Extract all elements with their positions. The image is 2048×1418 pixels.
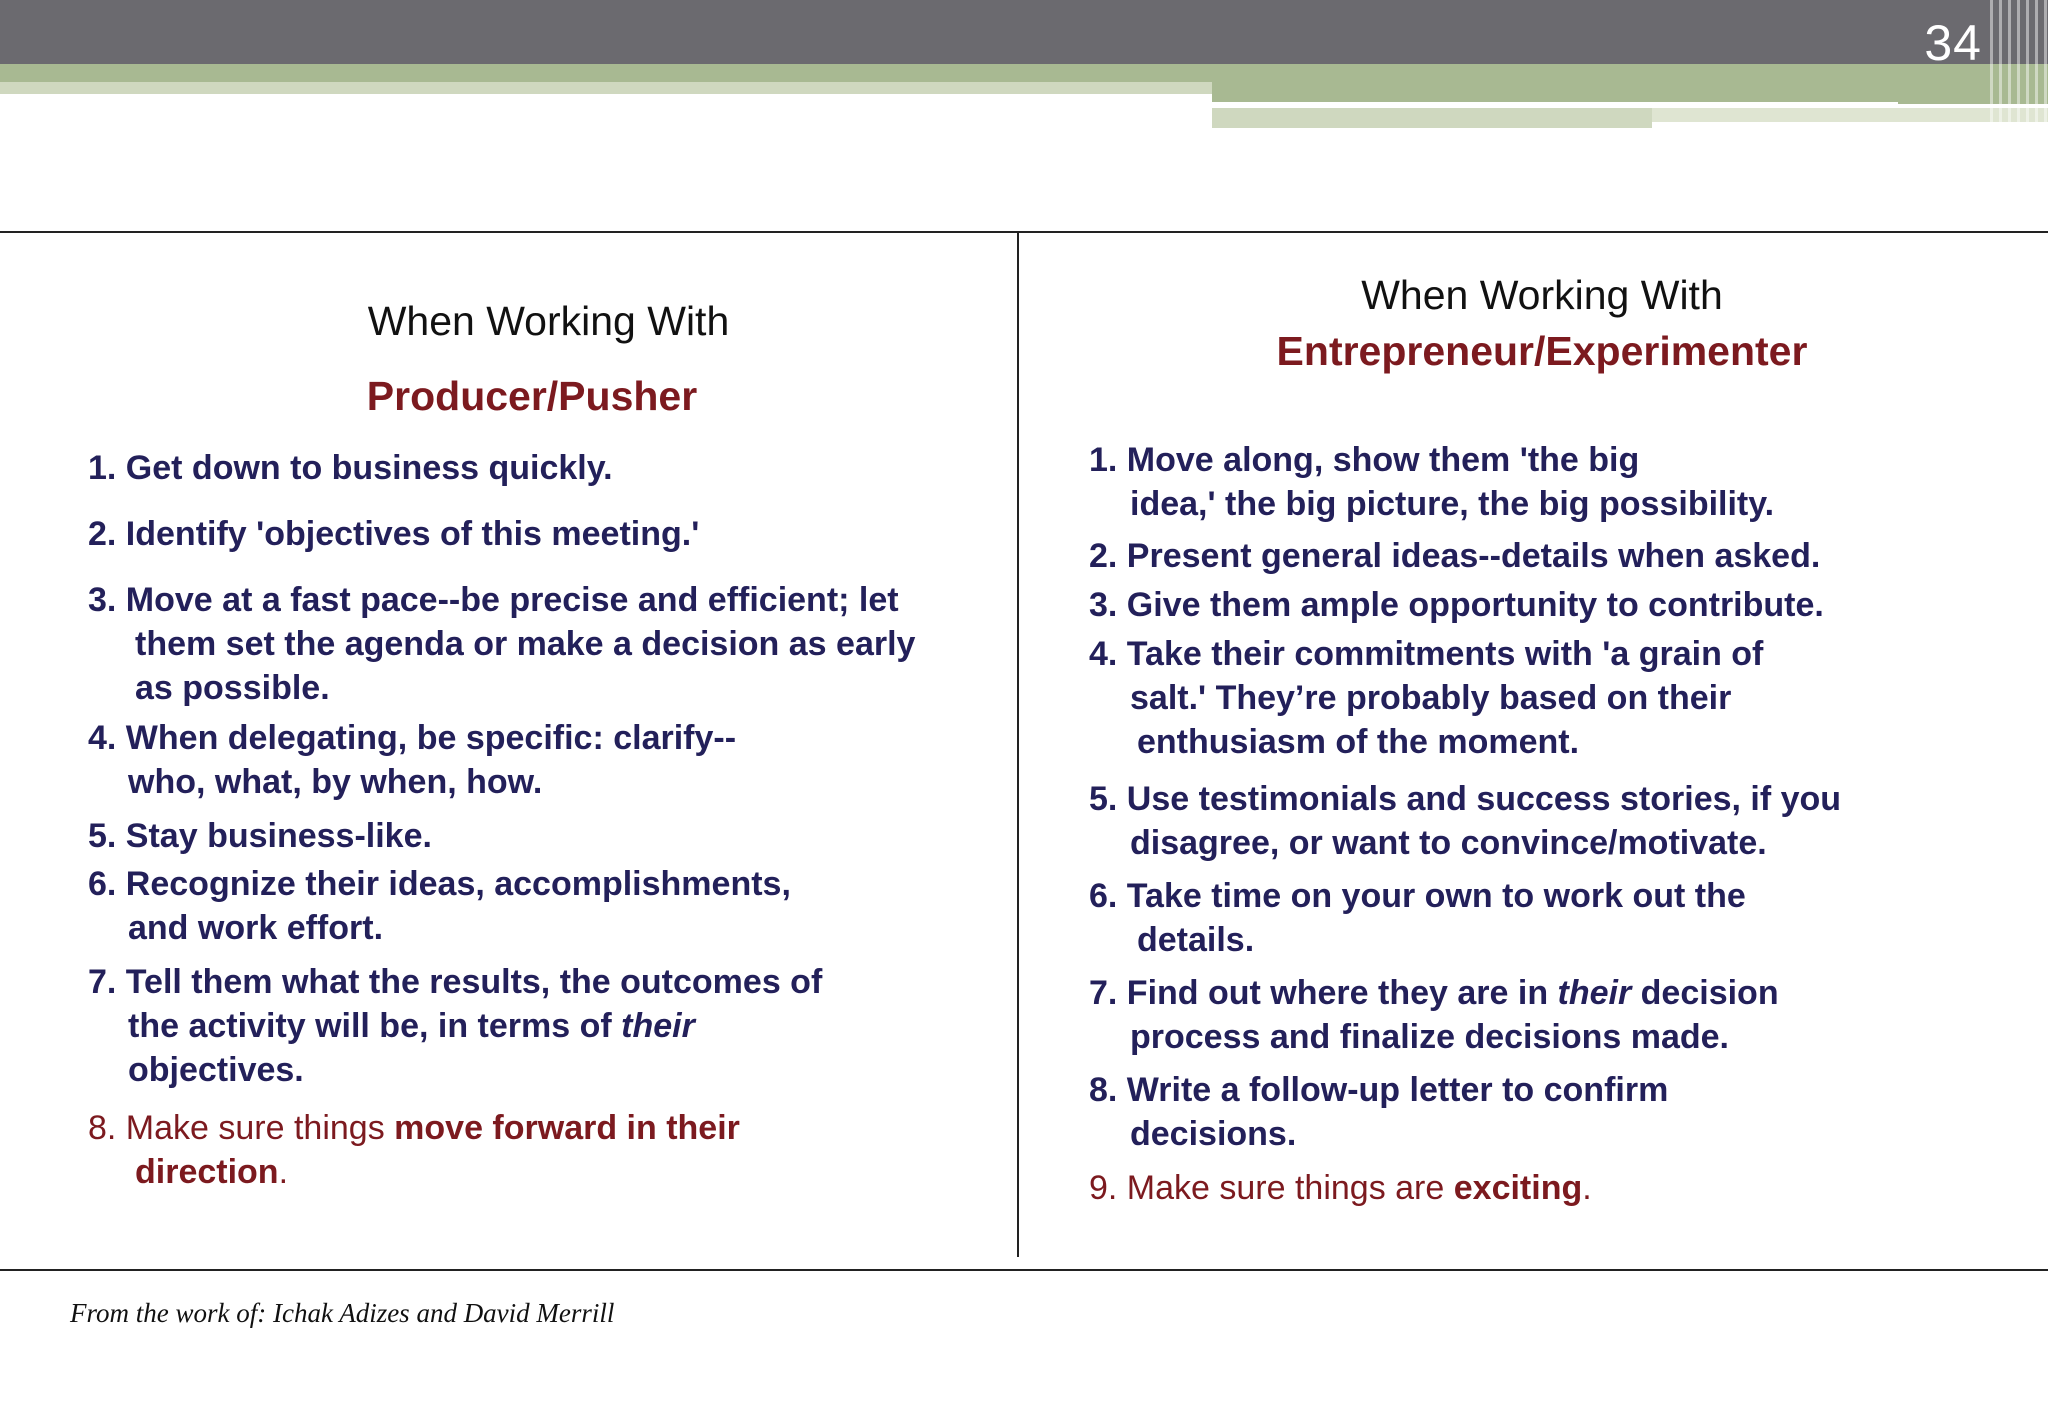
list-item: 5. Stay business-like. [88,817,432,855]
slide-number: 34 [1924,15,1982,71]
list-item: 1. Get down to business quickly. [88,449,613,487]
left-column-heading: When Working With [367,298,730,344]
list-item: 4. Take their commitments with 'a grain of salt.' They’re probably based on their enthusiasm of the moment. [1089,635,1764,761]
list-item: 6. Recognize their ideas, accomplishments, and work effort. [88,865,791,947]
table-bottom-rule [0,1269,2048,1271]
list-item: 2. Present general ideas--details when asked. [1089,537,1821,575]
list-item: 2. Identify 'objectives of this meeting.' [88,515,700,553]
list-item: 1. Move along, show them 'the big idea,' the big picture, the big possibility. [1089,441,1775,523]
left-column-type: Producer/Pusher [366,373,698,419]
header-stripes [1990,0,2048,128]
list-item: 8. Write a follow-up letter to confirm decisions. [1089,1071,1669,1153]
header-accent-band [1652,108,2048,122]
right-column-heading: When Working With [1361,272,1723,318]
table-top-rule [0,231,2048,233]
header-accent-band [0,64,2048,82]
list-item: 8. Make sure things move forward in their direction. [88,1109,740,1191]
header-accent-band [0,82,1212,94]
list-item: 4. When delegating, be specific: clarify-- who, what, by when, how. [88,719,737,801]
header-bar [0,0,2048,64]
right-column-type: Entrepreneur/Experimenter [1276,328,1808,374]
list-item: 3. Give them ample opportunity to contribute. [1089,586,1824,624]
list-item: 9. Make sure things are exciting. [1089,1169,1592,1207]
source-credit: From the work of: Ichak Adizes and David Merrill [70,1298,615,1328]
list-item: 5. Use testimonials and success stories, if you disagree, or want to convince/motivate. [1089,780,1842,862]
list-item: 3. Move at a fast pace--be precise and efficient; let them set the agenda or make a decision as early as possible. [88,581,916,707]
list-item: 7. Tell them what the results, the outcomes of the activity will be, in terms of their objectives. [88,963,823,1089]
list-item: 6. Take time on your own to work out the details. [1089,877,1746,959]
header-accent-band [1212,82,2048,104]
list-item: 7. Find out where they are in their decision process and finalize decisions made. [1089,974,1779,1056]
header-accent-line [1212,102,1898,107]
header-accent-band [1212,108,1652,128]
